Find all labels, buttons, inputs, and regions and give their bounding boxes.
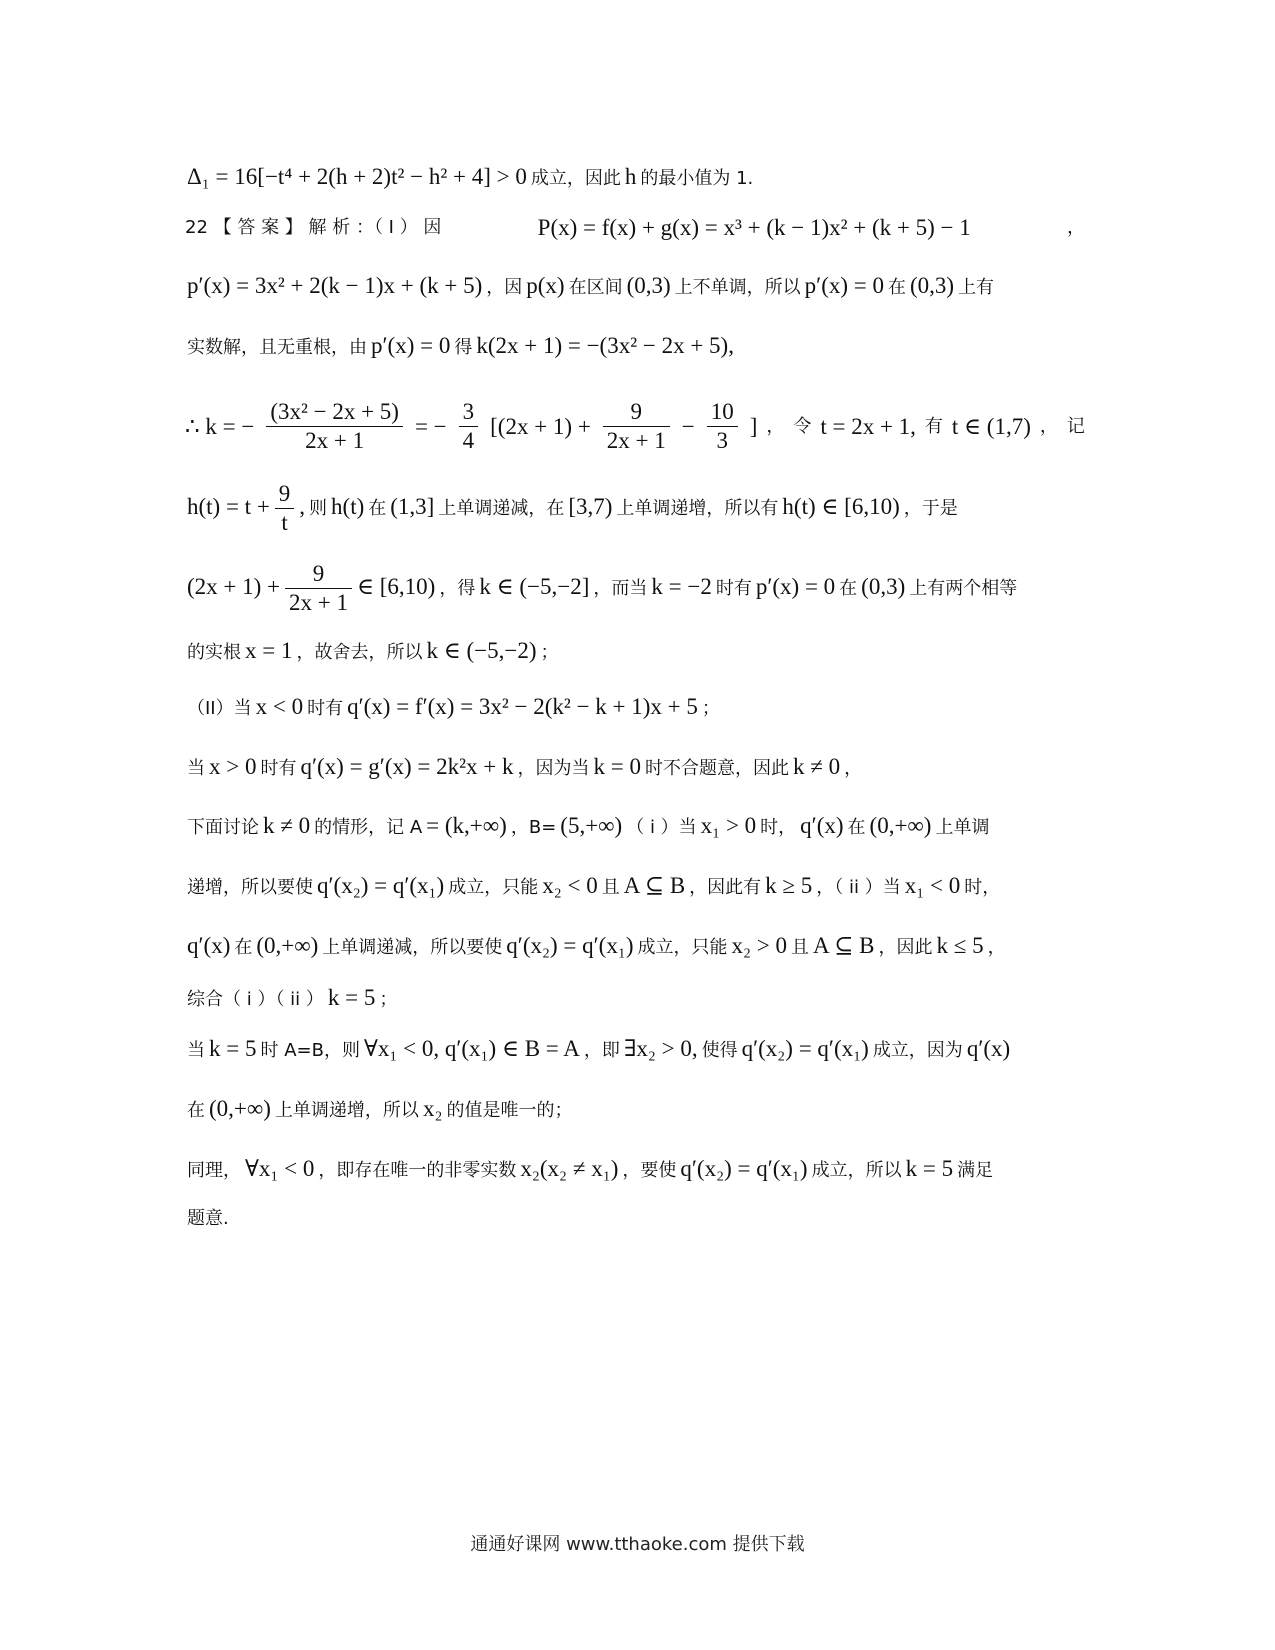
text-segment: ，而当 bbox=[593, 578, 648, 599]
math-expression: (1,3] bbox=[390, 494, 435, 519]
math-expression: p′(x) = 3x² + 2(k − 1)x + (k + 5) bbox=[187, 273, 483, 298]
math-expression: p′(x) = 0 bbox=[755, 574, 836, 599]
fraction bbox=[603, 398, 670, 455]
solution-line-12 bbox=[185, 872, 1085, 902]
math-expression: ∃x₂ > 0, bbox=[623, 1036, 698, 1061]
text-segment: ，因为当 bbox=[517, 758, 590, 779]
fraction-numerator: (3x² − 2x + 5) bbox=[266, 398, 403, 427]
math-expression: x = 1 bbox=[245, 638, 293, 663]
math-expression: k = 5 bbox=[209, 1036, 257, 1061]
text-segment: 的情形，记 A bbox=[314, 817, 423, 838]
math-expression: p′(x) = 0 bbox=[804, 273, 884, 298]
text-segment: 当 bbox=[187, 1040, 205, 1061]
math-expression: h(t) bbox=[331, 494, 365, 519]
math-expression: x₂ bbox=[422, 1096, 443, 1121]
math-expression: k ∈ (−5,−2) bbox=[426, 638, 537, 663]
math-expression: A ⊆ B bbox=[623, 873, 686, 898]
fraction bbox=[266, 398, 403, 455]
text-segment: ，得 bbox=[439, 578, 476, 599]
solution-line-18 bbox=[185, 1203, 1085, 1233]
text-segment: 成立，所以 bbox=[811, 1160, 902, 1181]
math-expression: k ≥ 5 bbox=[765, 873, 813, 898]
math-expression: x₂ > 0 bbox=[731, 933, 788, 958]
fraction bbox=[707, 398, 738, 455]
solution-line-5 bbox=[185, 398, 1085, 455]
text-segment: 时， bbox=[760, 817, 797, 838]
solution-line-16 bbox=[185, 1095, 1085, 1125]
text-segment: 上单调递增，所以 bbox=[274, 1100, 419, 1121]
solution-line-15 bbox=[185, 1035, 1085, 1065]
text-segment: ； bbox=[701, 698, 720, 719]
text-segment: 使得 bbox=[701, 1040, 738, 1061]
math-expression: x < 0 bbox=[255, 694, 304, 719]
text-segment: （II）当 bbox=[187, 698, 252, 719]
math-expression: k = 0 bbox=[593, 754, 641, 779]
text-segment: 有 bbox=[924, 415, 943, 437]
fraction-denominator: 2x + 1 bbox=[606, 428, 666, 453]
fraction-denominator: 2x + 1 bbox=[305, 428, 365, 453]
math-expression: q′(x) bbox=[187, 933, 231, 958]
text-segment: 上单调递增，所以有 bbox=[616, 498, 779, 519]
text-segment: ，（ ii ）当 bbox=[816, 877, 901, 898]
math-expression: h(t) ∈ [6,10) bbox=[782, 494, 900, 519]
text-segment: 上有两个相等 bbox=[909, 578, 1018, 599]
text-segment: 成立，只能 bbox=[637, 937, 728, 958]
solution-line-8 bbox=[185, 637, 1085, 667]
solution-line-4 bbox=[185, 332, 1085, 362]
math-expression: h(t) = t + bbox=[187, 494, 270, 519]
math-expression: (5,+∞) bbox=[560, 813, 623, 838]
text-segment: 成立，因此 bbox=[530, 168, 621, 189]
text-segment: 实数解，且无重根，由 bbox=[187, 337, 367, 358]
math-expression: = (k,+∞) bbox=[426, 813, 507, 838]
text-segment: 时 A=B，则 bbox=[260, 1040, 360, 1061]
text-segment: 上单调 bbox=[935, 817, 990, 838]
math-expression: ∀x₁ < 0, q′(x₁) ∈ B = A bbox=[363, 1036, 580, 1061]
fraction-denominator: 4 bbox=[462, 428, 475, 453]
solution-line-3 bbox=[185, 272, 1085, 302]
fraction-numerator: 9 bbox=[285, 560, 352, 589]
text-segment: ， bbox=[766, 415, 785, 437]
solution-line-6 bbox=[185, 480, 1085, 537]
math-expression: h bbox=[624, 164, 637, 189]
text-segment: 记 bbox=[1066, 415, 1085, 437]
math-expression: x₂(x₂ ≠ x₁) bbox=[520, 1156, 619, 1181]
solution-line-1 bbox=[185, 163, 1085, 193]
text-segment: ，因此 bbox=[878, 937, 933, 958]
math-expression: p′(x) = 0 bbox=[371, 333, 451, 358]
math-expression: q′(x) = g′(x) = 2k²x + k bbox=[300, 754, 514, 779]
math-expression: k = −2 bbox=[651, 574, 712, 599]
text-segment: ， bbox=[844, 758, 863, 779]
text-segment: ，即存在唯一的非零实数 bbox=[318, 1160, 517, 1181]
text-segment: ，要使 bbox=[622, 1160, 677, 1181]
fraction-numerator: 10 bbox=[707, 398, 738, 427]
math-expression: [3,7) bbox=[568, 494, 613, 519]
text-segment: 的实根 bbox=[187, 642, 241, 663]
text-segment: 的值是唯一的； bbox=[446, 1100, 573, 1121]
math-expression: (0,+∞) bbox=[256, 933, 319, 958]
text-segment: 时不合题意，因此 bbox=[644, 758, 789, 779]
text-segment: 下面讨论 bbox=[187, 817, 259, 838]
text-segment: ，因此有 bbox=[689, 877, 762, 898]
math-expression: (0,+∞) bbox=[869, 813, 932, 838]
text-segment: 在 bbox=[368, 498, 387, 519]
math-expression: x > 0 bbox=[209, 754, 257, 779]
math-expression: A ⊆ B bbox=[813, 933, 875, 958]
text-segment: 时有 bbox=[307, 698, 344, 719]
solution-line-10 bbox=[185, 753, 1085, 783]
text-segment: 上单调递减，在 bbox=[438, 498, 565, 519]
text-segment: 在区间 bbox=[568, 277, 623, 298]
text-segment: ， bbox=[1039, 415, 1058, 437]
text-segment: 成立，只能 bbox=[448, 877, 539, 898]
text-segment: 则 bbox=[309, 498, 328, 519]
text-segment: 满足 bbox=[957, 1160, 994, 1181]
math-expression: x₂ < 0 bbox=[542, 873, 598, 898]
math-expression: q′(x) bbox=[966, 1036, 1011, 1061]
text-segment: ，因 bbox=[486, 277, 523, 298]
math-expression: Δ₁ = 16[−t⁴ + 2(h + 2)t² − h² + 4] > 0 bbox=[187, 164, 527, 189]
solution-line-9 bbox=[185, 693, 1085, 723]
math-expression: [(2x + 1) + bbox=[490, 413, 591, 439]
math-expression: ∈ [6,10) bbox=[357, 574, 436, 599]
fraction-numerator: 9 bbox=[603, 398, 670, 427]
text-segment: ； bbox=[540, 642, 559, 663]
math-expression: ∴ k = − bbox=[185, 413, 255, 439]
text-segment: 时有 bbox=[715, 578, 752, 599]
solution-line-2 bbox=[185, 214, 1085, 242]
solution-line-14 bbox=[185, 984, 1085, 1014]
math-expression: k ≤ 5 bbox=[936, 933, 984, 958]
text-segment: 在 bbox=[234, 937, 253, 958]
text-segment: 递增，所以要使 bbox=[187, 877, 313, 898]
fraction bbox=[275, 480, 295, 537]
fraction bbox=[459, 398, 479, 455]
text-segment: 成立，因为 bbox=[872, 1040, 963, 1061]
math-expression: ∀x₁ < 0 bbox=[245, 1156, 315, 1181]
math-expression: (0,3) bbox=[861, 574, 906, 599]
text-segment: 在 bbox=[887, 277, 906, 298]
solution-line-13 bbox=[185, 932, 1085, 962]
text-segment: ，于是 bbox=[903, 498, 958, 519]
fraction-numerator: 9 bbox=[275, 480, 295, 509]
solution-line-7 bbox=[185, 560, 1085, 617]
text-segment: 上有 bbox=[958, 277, 995, 298]
fraction bbox=[285, 560, 352, 617]
math-expression: q′(x) = f′(x) = 3x² − 2(k² − k + 1)x + 5 bbox=[347, 694, 698, 719]
text-segment: 时有 bbox=[260, 758, 297, 779]
text-segment: 综合（ i ）（ ii ） bbox=[187, 989, 324, 1010]
math-expression: q′(x₂) = q′(x₁) bbox=[741, 1036, 869, 1061]
math-expression: k ≠ 0 bbox=[792, 754, 841, 779]
text-segment: ，B= bbox=[510, 817, 557, 838]
math-expression: k = 5 bbox=[327, 985, 376, 1010]
text-segment: 且 bbox=[601, 877, 620, 898]
text-segment: ； bbox=[379, 989, 398, 1010]
fraction-numerator: 3 bbox=[459, 398, 479, 427]
text-segment: 当 bbox=[187, 758, 205, 779]
text-segment: 同理， bbox=[187, 1160, 241, 1181]
text-segment: ， bbox=[987, 937, 1006, 958]
math-expression: k = 5 bbox=[905, 1156, 954, 1181]
math-expression: (0,3) bbox=[909, 273, 955, 298]
text-segment: 在 bbox=[187, 1100, 205, 1121]
math-expression: x₁ < 0 bbox=[904, 873, 961, 898]
fraction-denominator: 3 bbox=[716, 428, 728, 453]
math-expression: q′(x₂) = q′(x₁) bbox=[506, 933, 634, 958]
text-segment: 上不单调，所以 bbox=[674, 277, 801, 298]
math-expression: t = 2x + 1, bbox=[820, 413, 916, 439]
math-expression: = − bbox=[414, 413, 447, 439]
text-segment: 在 bbox=[847, 817, 866, 838]
math-expression: − bbox=[681, 413, 695, 439]
math-expression: q′(x₂) = q′(x₁) bbox=[680, 1156, 808, 1181]
solution-line-17 bbox=[185, 1155, 1085, 1185]
text-segment: 22 【 答 案 】 解 析 ：（ I ） 因 bbox=[185, 217, 442, 238]
math-expression: k ∈ (−5,−2] bbox=[479, 574, 590, 599]
text-segment: 在 bbox=[839, 578, 858, 599]
text-segment: 令 bbox=[793, 415, 812, 437]
text-segment: （ i ）当 bbox=[626, 817, 697, 838]
math-expression: k ≠ 0 bbox=[263, 813, 311, 838]
footer-source: 通通好课网 www.tthaoke.com 提供下载 bbox=[470, 1534, 805, 1555]
math-expression: P(x) = f(x) + g(x) = x³ + (k − 1)x² + (k + 5) − 1 bbox=[537, 215, 971, 240]
text-segment: 得 bbox=[454, 337, 473, 358]
text-segment: ，故舍去，所以 bbox=[296, 642, 423, 663]
math-expression: k(2x + 1) = −(3x² − 2x + 5), bbox=[476, 333, 734, 358]
text-segment: 时， bbox=[964, 877, 1001, 898]
fraction-denominator: t bbox=[281, 510, 288, 535]
text-segment: ，即 bbox=[583, 1040, 620, 1061]
math-expression: ] bbox=[749, 413, 758, 439]
text-segment: 题意. bbox=[187, 1208, 229, 1229]
math-expression: (0,+∞) bbox=[209, 1096, 271, 1121]
math-expression: , bbox=[299, 494, 306, 519]
math-expression: p(x) bbox=[526, 273, 565, 298]
text-segment: 的最小值为 1. bbox=[640, 168, 754, 189]
solution-line-11 bbox=[185, 812, 1085, 842]
text-segment: 且 bbox=[791, 937, 810, 958]
math-expression: t ∈ (1,7) bbox=[951, 413, 1031, 439]
math-expression: (2x + 1) + bbox=[187, 574, 281, 599]
text-segment: 上单调递减，所以要使 bbox=[322, 937, 503, 958]
fraction-denominator: 2x + 1 bbox=[289, 590, 348, 615]
text-segment: ， bbox=[1066, 217, 1085, 238]
math-expression: (0,3) bbox=[626, 273, 671, 298]
math-expression: q′(x₂) = q′(x₁) bbox=[317, 873, 445, 898]
math-expression: q′(x) bbox=[800, 813, 844, 838]
math-expression: x₁ > 0 bbox=[700, 813, 757, 838]
